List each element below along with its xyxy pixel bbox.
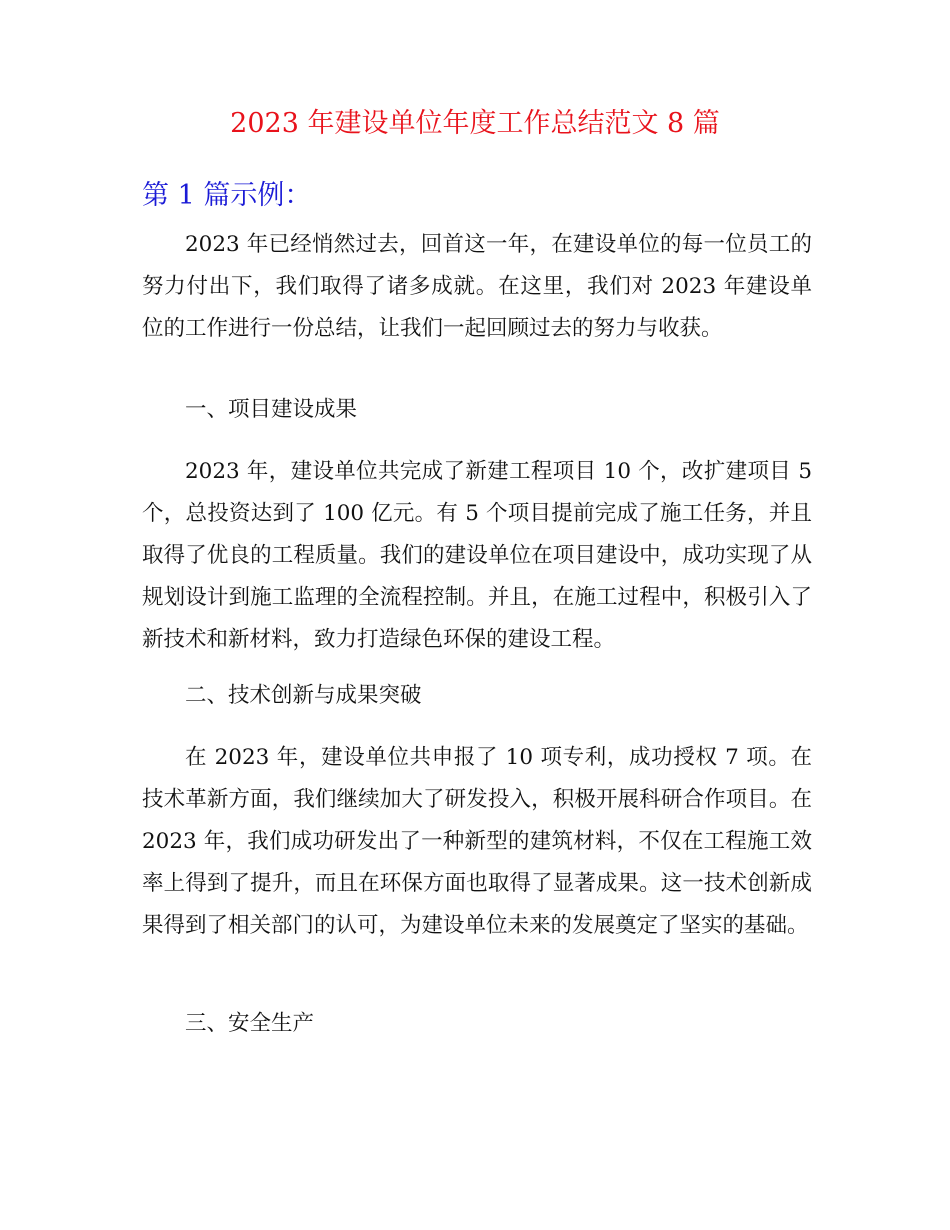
intro-paragraph: 2023 年已经悄然过去，回首这一年，在建设单位的每一位员工的努力付出下，我们取得了诸多成就。在这里，我们对 2023 年建设单位的工作进行一份总结，让我们一起回顾过去的努力与收获。 — [142, 232, 812, 341]
document-title: 2023 年建设单位年度工作总结范文 8 篇 — [230, 108, 720, 139]
subsection-heading-2: 二、技术创新与成果突破 — [185, 683, 422, 708]
subsection-paragraph-1: 2023 年，建设单位共完成了新建工程项目 10 个，改扩建项目 5 个，总投资达到了 100 亿元。有 5 个项目提前完成了施工任务，并且取得了优良的工程质量。我们的建设单位在项目建设中，成功实现了从规划设计到施工监理的全流程控制。并且，在施工过程中，积极引入了新技术和新材料，致力打造绿色环保的建设工程。 — [142, 459, 812, 652]
subsection-paragraph-2: 在 2023 年，建设单位共申报了 10 项专利，成功授权 7 项。在技术革新方面，我们继续加大了研发投入，积极开展科研合作项目。在 2023 年，我们成功研发出了一种新型的建筑材料，不仅在工程施工效率上得到了提升，而且在环保方面也取得了显著成果。这一技术创新成果得到了相关部门的认可，为建设单位未来的发展奠定了坚实的基础。 — [142, 745, 812, 938]
subsection-heading-1: 一、项目建设成果 — [185, 397, 358, 422]
subsection-heading-3: 三、安全生产 — [185, 1011, 315, 1036]
section-heading: 第 1 篇示例： — [142, 180, 312, 211]
